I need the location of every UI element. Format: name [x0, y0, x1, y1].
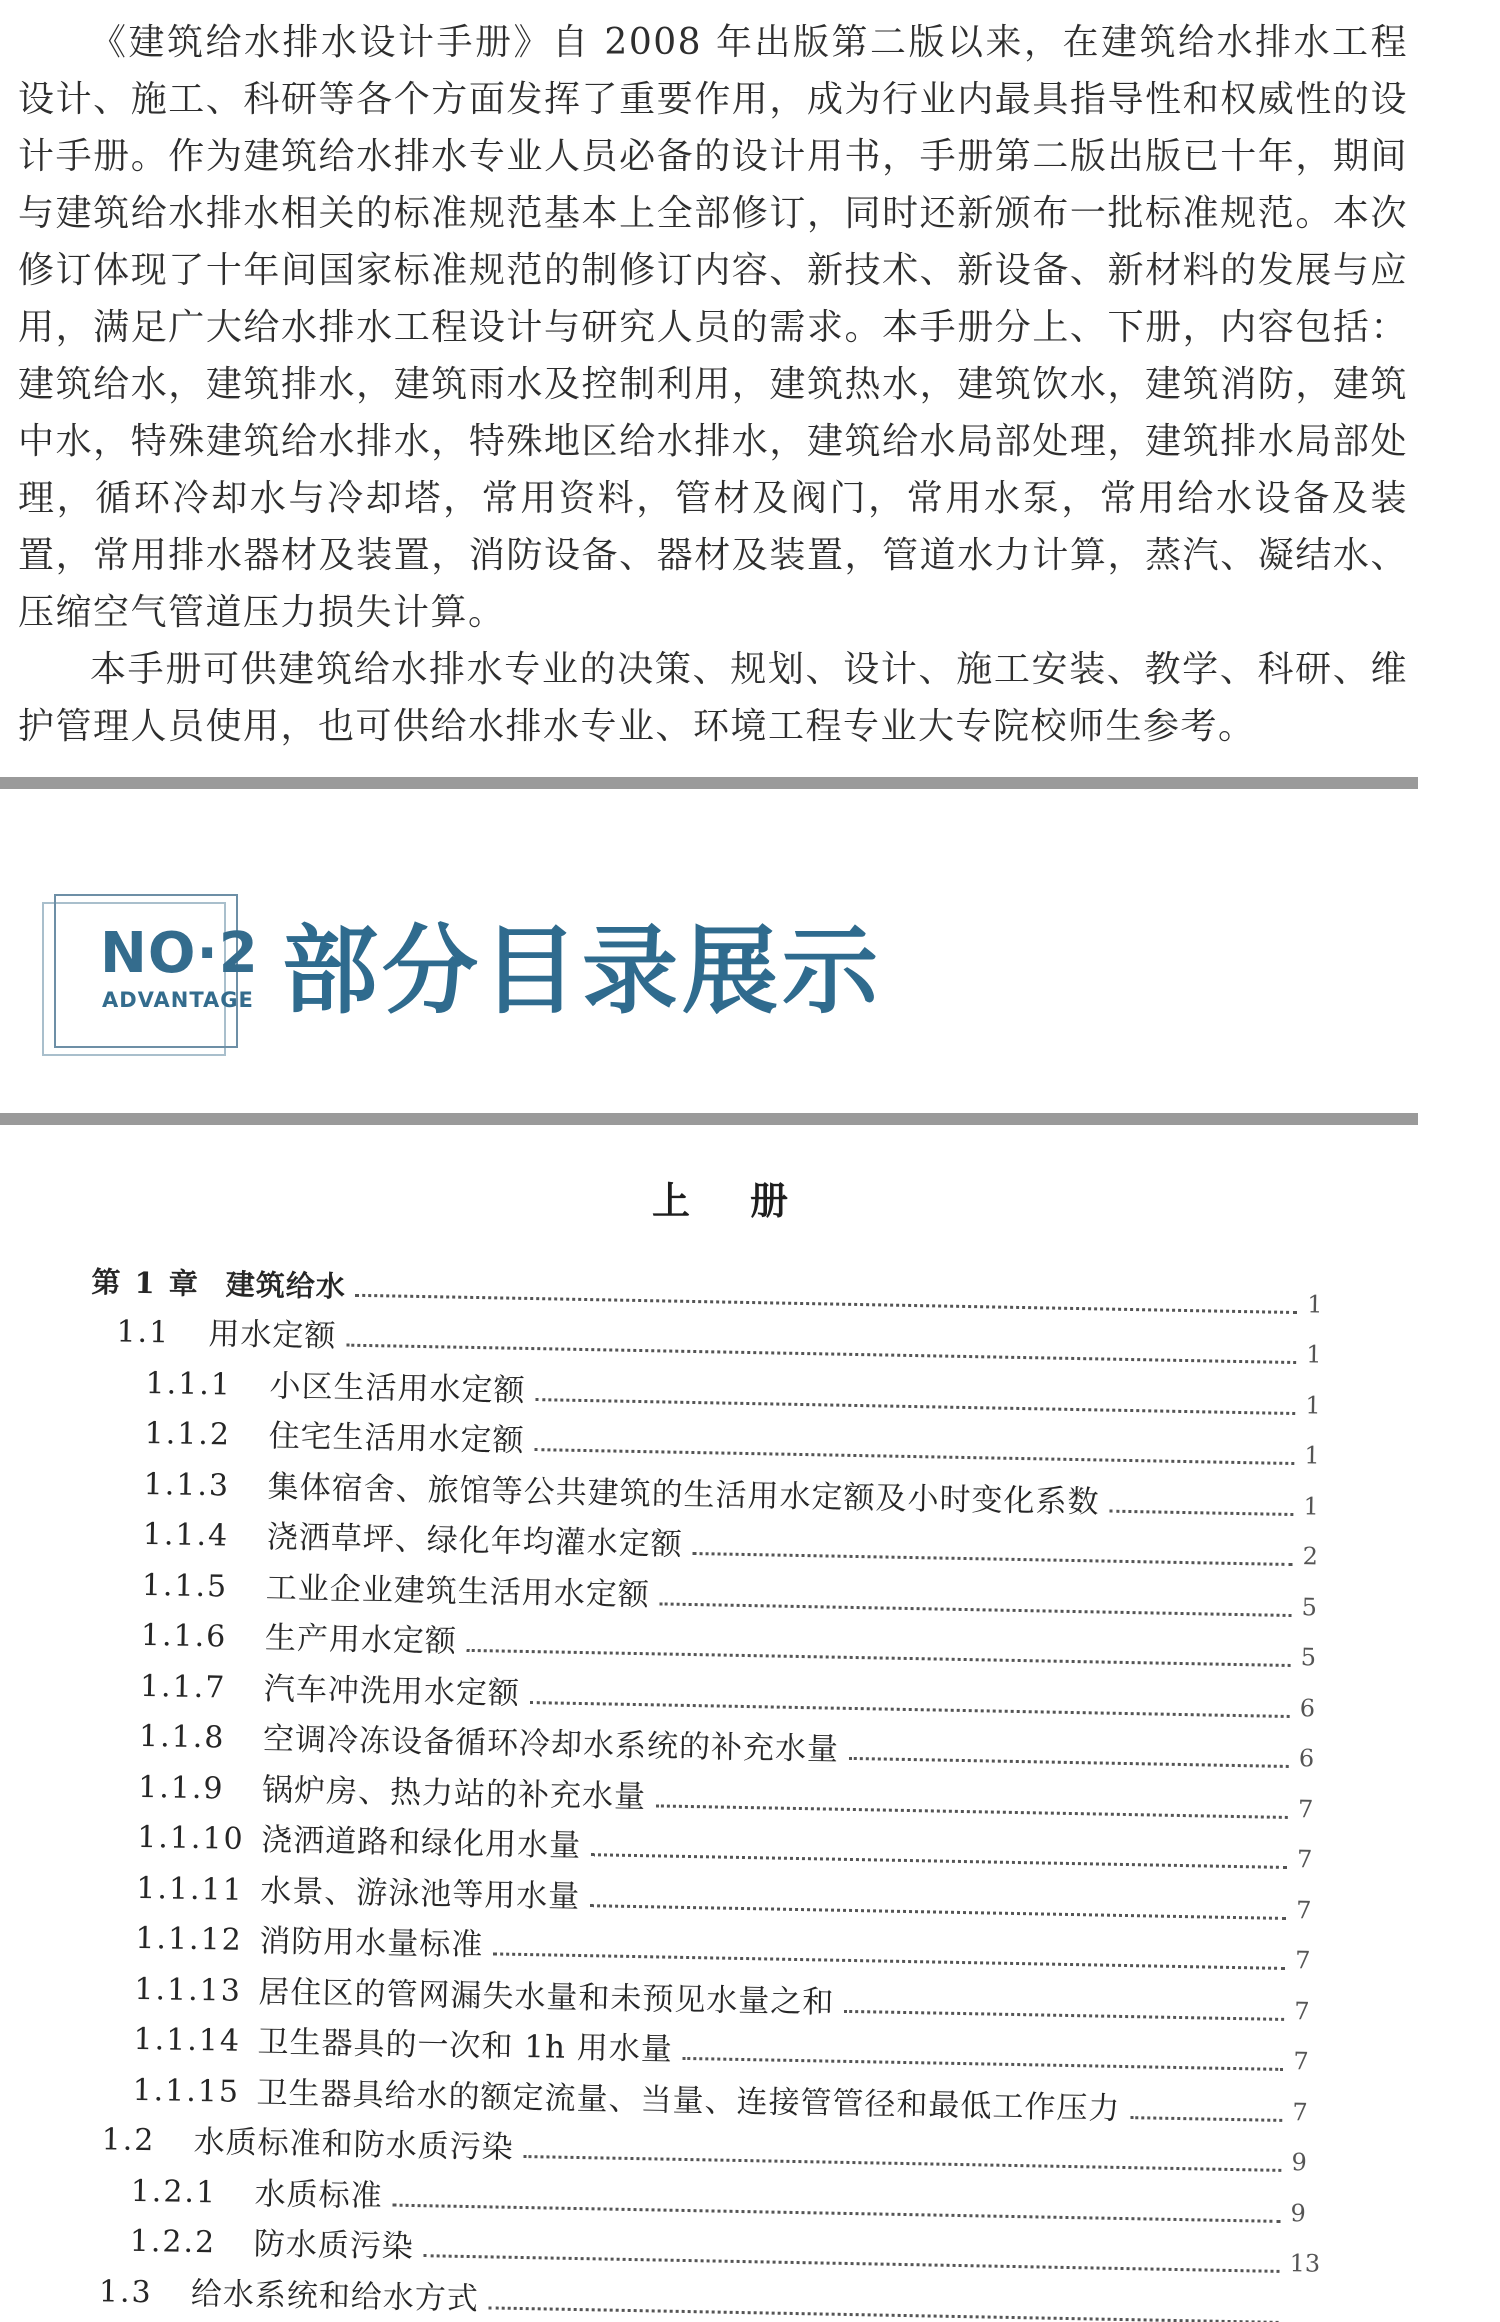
toc-entry-page: 9	[1290, 2198, 1307, 2227]
toc-entry-number: 第 1 章	[91, 1264, 201, 1301]
toc-volume-heading: 上册	[651, 1178, 848, 1223]
toc-list	[0, 1249, 1500, 2322]
toc-entry-title: 住宅生活用水定额	[268, 1418, 525, 1459]
section-banner	[42, 886, 1042, 1056]
toc-entry-number: 1.1.13	[134, 1971, 243, 2009]
toc-entry-number: 1.3	[98, 2273, 153, 2310]
toc-entry-title: 用水定额	[208, 1316, 337, 1355]
toc-entry-title: 建筑给水	[225, 1266, 347, 1304]
toc-entry-title: 空调冷冻设备循环冷却水系统的补充水量	[262, 1721, 840, 1768]
toc-entry-number: 1.1.2	[144, 1415, 232, 1453]
book-introduction	[18, 14, 1408, 755]
toc-entry-page: 7	[1294, 1996, 1310, 2025]
toc-entry-number: 1.1	[116, 1314, 171, 1351]
toc-entry-title: 水质标准和防水质污染	[193, 2123, 514, 2166]
toc-entry-title: 消防用水量标准	[259, 1923, 484, 1964]
toc-leader-dots	[844, 2009, 1284, 2020]
toc-entry-page: 7	[1294, 1946, 1311, 1975]
toc-entry-title: 汽车冲洗用水定额	[263, 1670, 521, 1712]
toc-entry-page: 7	[1293, 2047, 1309, 2076]
no2-badge	[42, 886, 259, 1056]
toc-entry-number: 1.1.7	[139, 1668, 227, 1705]
toc-entry-number: 1.1.6	[140, 1617, 228, 1655]
toc-entry-number: 1.1.5	[141, 1567, 229, 1605]
toc-entry-page: 1	[1304, 1441, 1320, 1470]
toc-entry-page: 6	[1299, 1693, 1316, 1722]
toc-entry-number: 1.2.2	[129, 2223, 217, 2261]
toc-entry-page: 9	[1291, 2148, 1308, 2177]
toc-leader-dots	[656, 1804, 1288, 1819]
toc-entry-page: 7	[1297, 1794, 1314, 1823]
toc-entry-number: 1.1.11	[136, 1870, 245, 1908]
toc-entry-page: 1	[1305, 1390, 1321, 1419]
toc-entry-page: 5	[1301, 1592, 1318, 1621]
intro-paragraph-1: 《建筑给水排水设计手册》自 2008 年出版第二版以来，在建筑给水排水工程设计、施工、科研等各个方面发挥了重要作用，成为行业内最具指导性和权威性的设计手册。作为建筑给水排水专业人员必备的设计用书，手册第二版出版已十年，期间与建筑给水排水相关的标准规范基本上全部修订，同时还新颁布一批标准规范。本次修订体现了十年间国家标准规范的制修订内容、新技术、新设备、新材料的发展与应用，满足广大给水排水工程设计与研究人员的需求。本手册分上、下册，内容包括：建筑给水，建筑排水，建筑雨水及控制利用，建筑热水，建筑饮水，建筑消防，建筑中水，特殊建筑给水排水，特殊地区给水排水，建筑给水局部处理，建筑排水局部处理，循环冷却水与冷却塔，常用资料，管材及阀门，常用水泵，常用给水设备及装置，常用排水器材及装置，消防设备、器材及装置，管道水力计算，蒸汽、凝结水、压缩空气管道压力损失计算。	[18, 22, 1408, 633]
toc-entry-page: 6	[1298, 1744, 1315, 1773]
toc-entry-page: 7	[1292, 2097, 1308, 2126]
toc-entry-number: 1.2	[101, 2122, 156, 2159]
toc-entry-title: 水质标准	[254, 2175, 384, 2214]
toc-entry-title: 居住区的管网漏失水量和未预见水量之和	[258, 1973, 835, 2021]
divider-bar	[0, 1113, 1418, 1125]
toc-entry-title: 生产用水定额	[264, 1620, 458, 1660]
toc-entry-number: 1.1.12	[135, 1920, 244, 1958]
toc-entry-number: 1.1.9	[137, 1769, 225, 1806]
toc-leader-dots	[590, 1904, 1286, 1920]
toc-entry-title: 防水质污染	[253, 2226, 415, 2266]
toc-entry-title: 水景、游泳池等用水量	[259, 1872, 581, 1915]
toc-entry-title: 卫生器具的一次和 1h 用水量	[257, 2024, 674, 2068]
toc-leader-dots	[849, 1757, 1289, 1768]
intro-paragraph-2: 本手册可供建筑给水排水专业的决策、规划、设计、施工安装、教学、科研、维护管理人员使用，也可供给水排水专业、环境工程专业大专院校师生参考。	[18, 649, 1408, 747]
toc-entry-title: 浇洒道路和绿化用水量	[260, 1822, 582, 1865]
badge-number: NO·2	[100, 921, 259, 986]
toc-entry-page: 13	[1289, 2249, 1321, 2278]
toc-entry-page: 2	[1302, 1542, 1319, 1571]
table-of-contents	[0, 1150, 1500, 2322]
toc-leader-dots	[683, 2057, 1284, 2071]
toc-leader-dots	[1130, 2116, 1282, 2122]
toc-entry-title: 卫生器具给水的额定流量、当量、连接管管径和最低工作压力	[256, 2074, 1121, 2127]
toc-entry-page: 1	[1303, 1491, 1320, 1520]
toc-entry-number: 1.1.3	[143, 1466, 231, 1504]
toc-leader-dots	[1109, 1509, 1293, 1515]
toc-entry-title: 给水系统和给水方式	[190, 2275, 480, 2317]
toc-leader-dots	[660, 1602, 1292, 1617]
toc-entry-number: 1.2.1	[130, 2173, 218, 2210]
toc-entry-page: 5	[1300, 1643, 1317, 1672]
toc-entry-number: 1.1.10	[136, 1819, 245, 1857]
toc-entry-title: 小区生活用水定额	[269, 1367, 526, 1409]
toc-leader-dots	[693, 1552, 1293, 1566]
toc-entry-number: 1.1.15	[132, 2072, 241, 2110]
toc-entry-title: 集体宿舍、旅馆等公共建筑的生活用水定额及小时变化系数	[267, 1468, 1100, 1520]
divider-bar	[0, 777, 1418, 789]
toc-entry-number: 1.1.14	[133, 2021, 242, 2059]
toc-entry-title: 锅炉房、热力站的补充水量	[261, 1771, 647, 1815]
toc-entry-number: 1.1.8	[138, 1718, 226, 1756]
toc-entry-page: 7	[1295, 1895, 1312, 1924]
toc-entry-number: 1.1.4	[142, 1516, 230, 1554]
banner-title: 部分目录展示	[282, 915, 882, 1027]
toc-entry-page: 1	[1306, 1289, 1323, 1319]
toc-entry-number: 1.1.1	[145, 1365, 233, 1403]
badge-subtitle: ADVANTAGE	[102, 988, 254, 1012]
toc-leader-dots	[591, 1853, 1287, 1869]
toc-entry-title: 工业企业建筑生活用水定额	[265, 1569, 651, 1613]
toc-entry-page: 7	[1296, 1845, 1313, 1874]
toc-entry-page: 1	[1306, 1340, 1322, 1369]
toc-entry-title: 浇洒草坪、绿化年均灌水定额	[266, 1519, 684, 1563]
toc-leader-dots	[489, 2306, 1279, 2322]
